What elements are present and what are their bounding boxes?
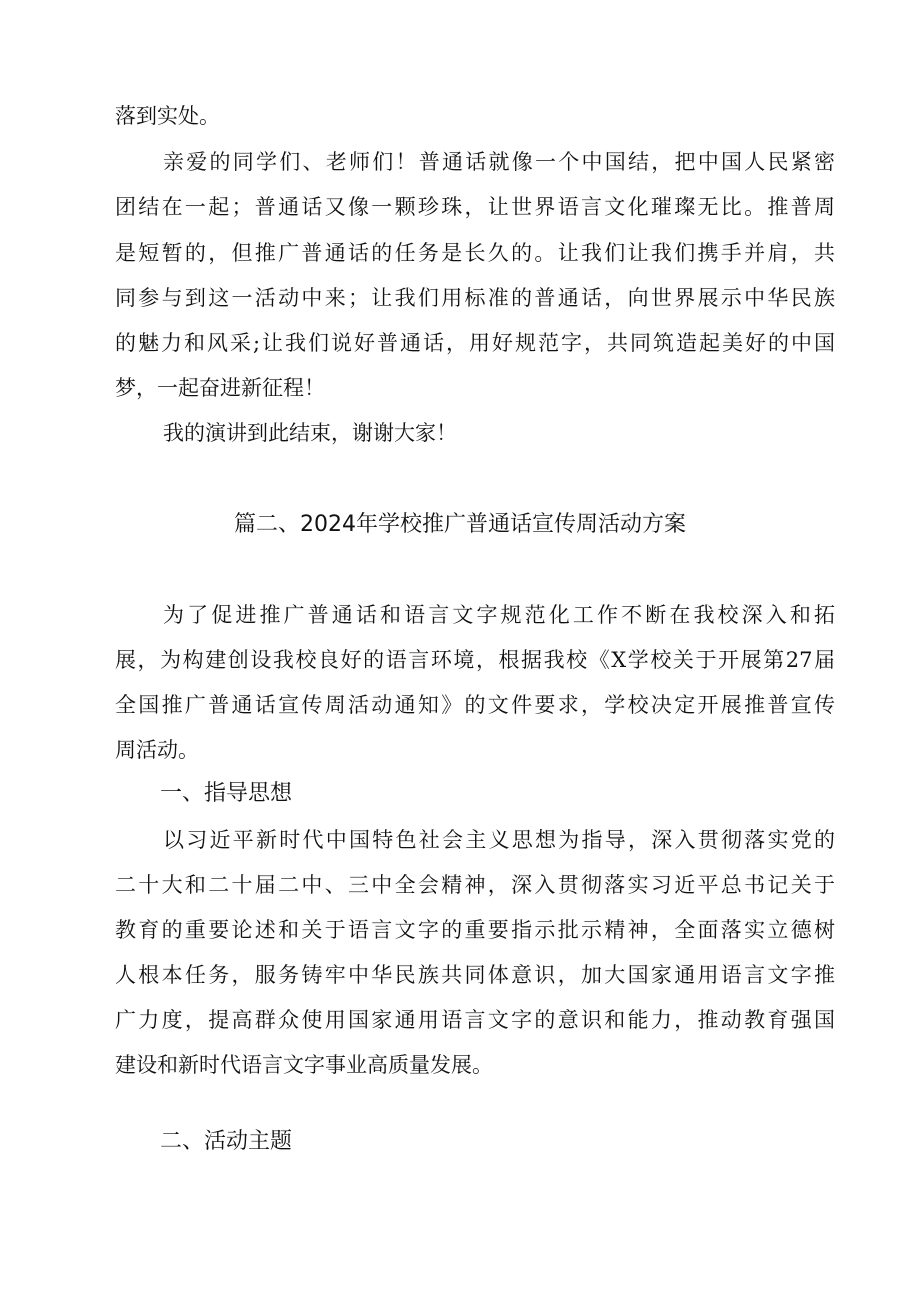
guiding-paragraph-line: 建设和新时代语言文字事业高质量发展。 [115, 1053, 493, 1077]
intro-paragraph-line: 周活动。 [115, 738, 199, 762]
closing-paragraph-line: 团结在一起；普通话又像一颗珍珠，让世界语言文化璀璨无比。推普周 [115, 195, 835, 219]
intro-paragraph-line: 为了促进推广普通话和语言文字规范化工作不断在我校深入和拓 [163, 603, 835, 627]
closing-paragraph-line: 同参与到这一活动中来；让我们用标准的普通话，向世界展示中华民族 [115, 286, 835, 310]
guiding-paragraph-line: 广力度，提高群众使用国家通用语言文字的意识和能力，推动教育强国 [115, 1008, 835, 1032]
closing-paragraph-line: 是短暂的，但推广普通话的任务是长久的。让我们让我们携手并肩，共 [115, 241, 835, 265]
closing-paragraph-line: 梦，一起奋进新征程！ [115, 376, 325, 400]
intro-paragraph-line: 展，为构建创设我校良好的语言环境，根据我校《X学校关于开展第27届 [115, 648, 835, 672]
thanks-line: 我的演讲到此结束，谢谢大家！ [163, 421, 457, 445]
guiding-paragraph-line: 二十大和二十届二中、三中全会精神，深入贯彻落实习近平总书记关于 [115, 873, 835, 897]
guiding-paragraph-line: 人根本任务，服务铸牢中华民族共同体意识，加大国家通用语言文字推 [115, 963, 835, 987]
intro-paragraph-line: 全国推广普通话宣传周活动通知》的文件要求，学校决定开展推普宣传 [115, 693, 835, 717]
guiding-paragraph-line: 教育的重要论述和关于语言文字的重要指示批示精神，全面落实立德树 [115, 918, 835, 942]
heading-guiding-ideology: 一、指导思想 [160, 781, 293, 806]
paragraph-fragment-line: 落到实处。 [115, 104, 220, 128]
guiding-paragraph-line: 以习近平新时代中国特色社会主义思想为指导，深入贯彻落实党的 [163, 828, 835, 852]
heading-activity-theme: 二、活动主题 [160, 1129, 293, 1154]
closing-paragraph-line: 亲爱的同学们、老师们！普通话就像一个中国结，把中国人民紧密 [163, 150, 835, 174]
section-title: 篇二、2024年学校推广普通话宣传周活动方案 [234, 512, 686, 537]
closing-paragraph-line: 的魅力和风采;让我们说好普通话，用好规范字，共同筑造起美好的中国 [115, 331, 835, 355]
